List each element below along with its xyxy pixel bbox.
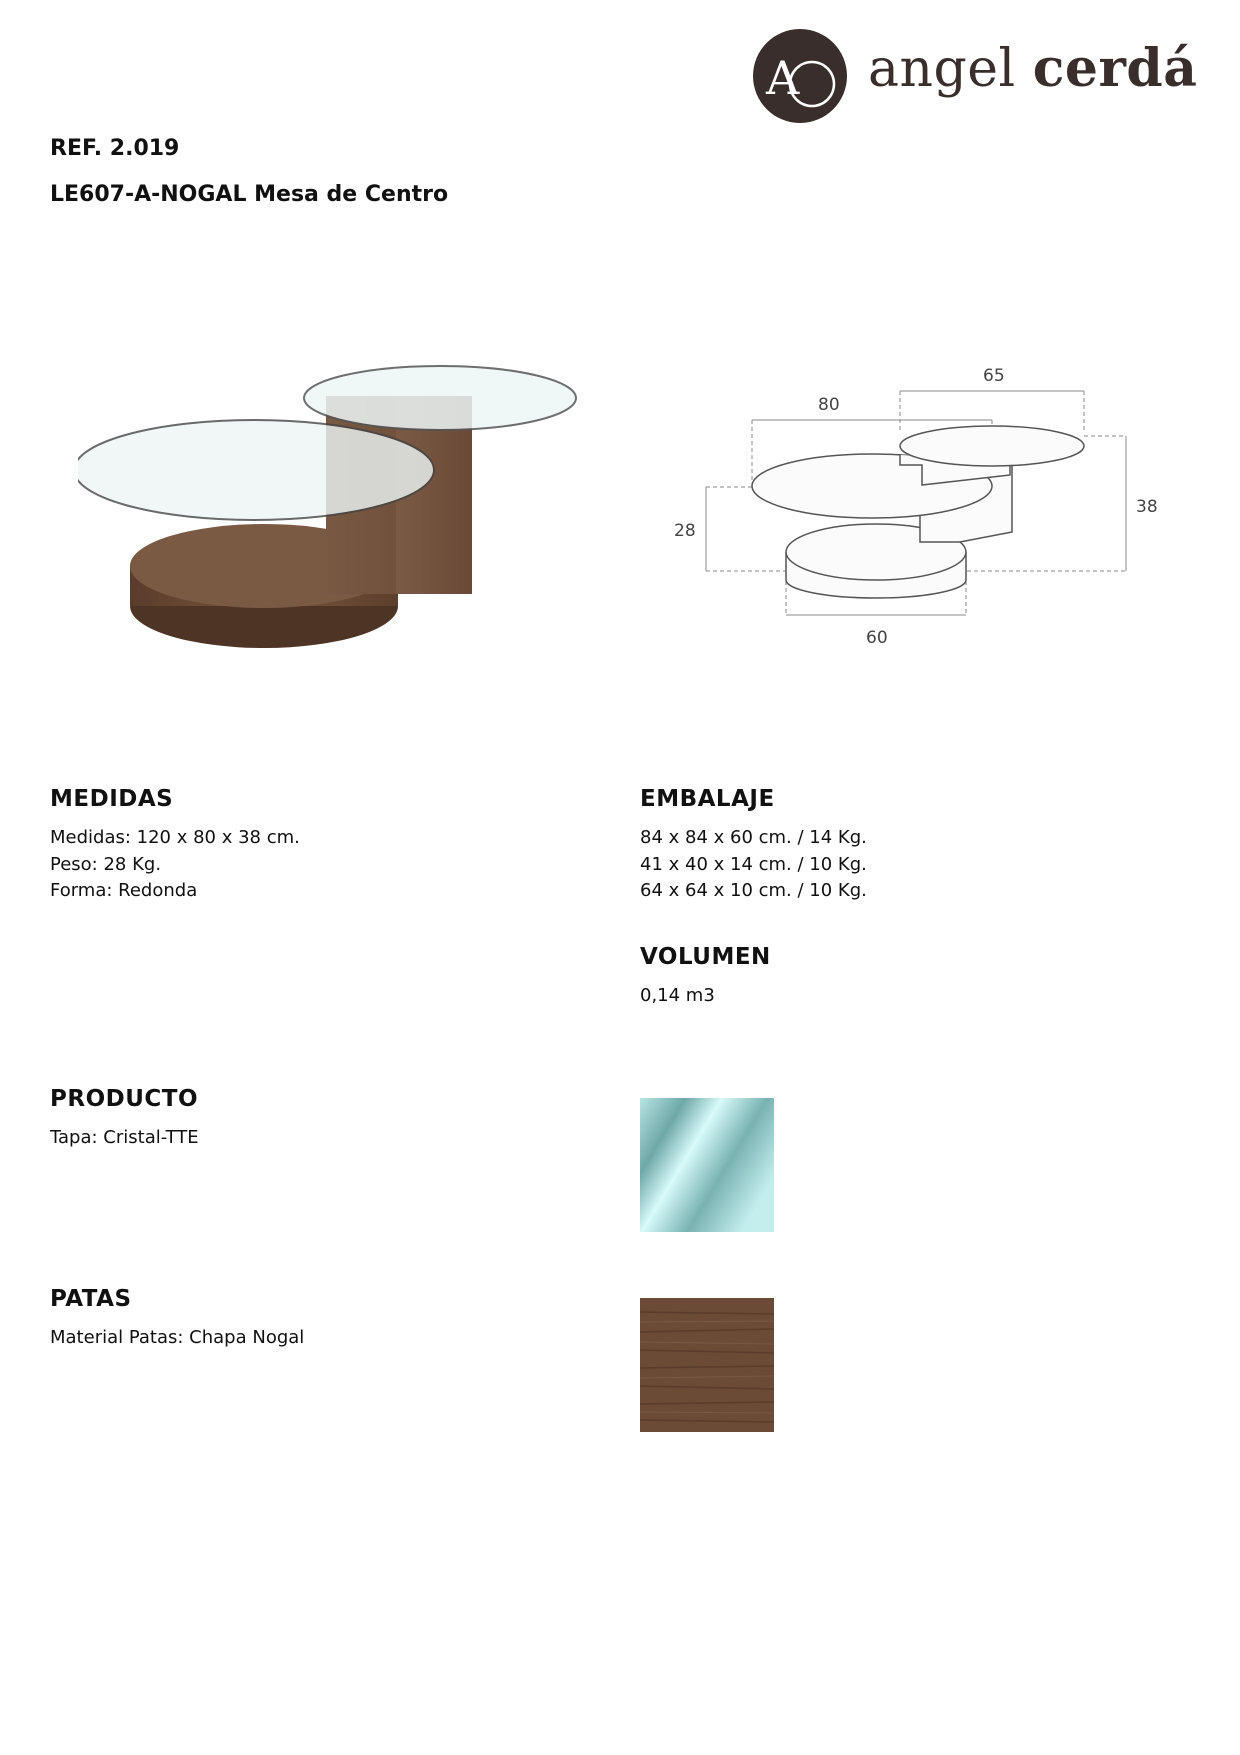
medidas-list (50, 825, 300, 905)
product-photo (78, 360, 588, 665)
patas-line: Material Patas: Chapa Nogal (50, 1327, 305, 1348)
patas-title: PATAS (50, 1286, 132, 1312)
technical-drawing (660, 360, 1180, 665)
embalaje-line: 84 x 84 x 60 cm. / 14 Kg. (640, 827, 867, 848)
dim-label: 38 (1136, 497, 1158, 517)
embalaje-title: EMBALAJE (640, 786, 775, 812)
medidas-line: Forma: Redonda (50, 880, 198, 901)
embalaje-line: 41 x 40 x 14 cm. / 10 Kg. (640, 853, 867, 875)
medidas-line: Peso: 28 Kg. (50, 853, 162, 875)
dim-label: 80 (818, 395, 840, 415)
medidas-title: MEDIDAS (50, 786, 174, 812)
brand-logo (752, 28, 848, 124)
logo-monogram-c: c (804, 73, 821, 108)
ac-monogram-logo-icon (752, 28, 848, 124)
product-reference: REF. 2.019 (50, 136, 180, 161)
producto-line: Tapa: Cristal-TTE (50, 1127, 199, 1148)
brand-name (868, 38, 1197, 99)
embalaje-list (640, 825, 867, 905)
embalaje-line: 64 x 64 x 10 cm. / 10 Kg. (640, 880, 867, 901)
walnut-swatch (640, 1298, 774, 1432)
brand-name-bold: cerdá (1032, 38, 1198, 99)
volumen-value: 0,14 m3 (640, 985, 715, 1006)
producto-title: PRODUCTO (50, 1086, 199, 1112)
glass-swatch (640, 1098, 774, 1232)
dim-label: 65 (983, 366, 1005, 386)
product-title: LE607-A-NOGAL Mesa de Centro (50, 182, 449, 207)
dim-label: 60 (866, 628, 888, 648)
medidas-line: Medidas: 120 x 80 x 38 cm. (50, 827, 300, 848)
logo-monogram-a: A (766, 51, 800, 105)
dim-label: 28 (674, 521, 696, 541)
brand-name-light: angel (868, 39, 1016, 99)
volumen-title: VOLUMEN (640, 944, 771, 970)
